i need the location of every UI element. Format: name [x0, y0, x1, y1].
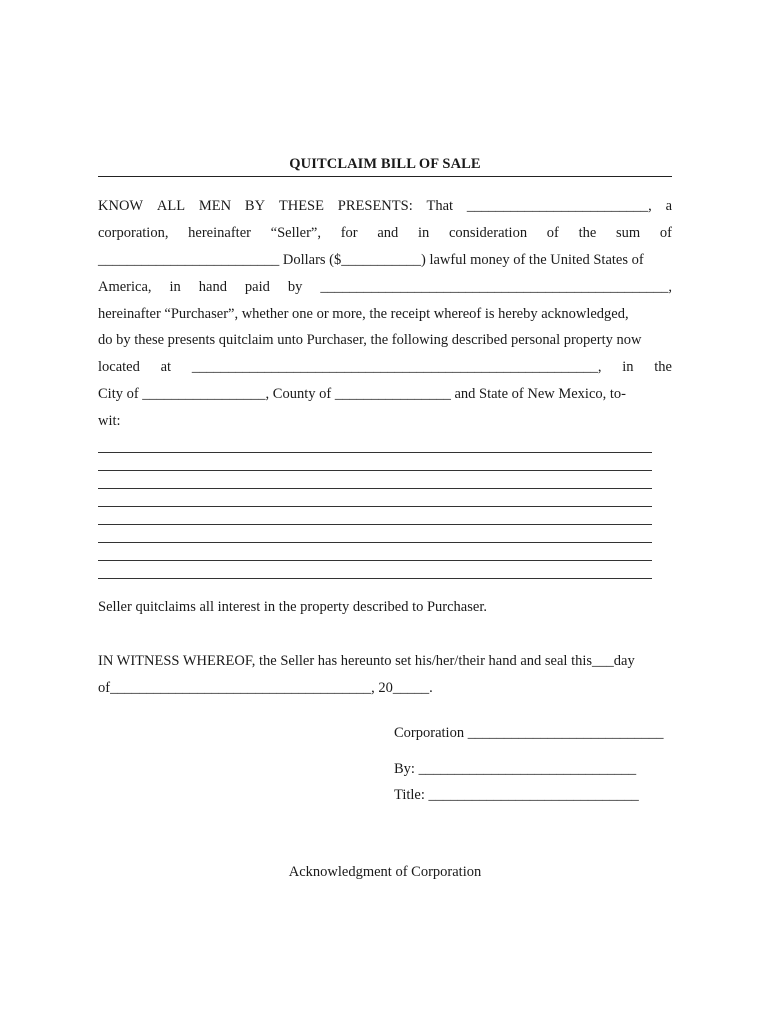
para1-line3-amount[interactable]: _________________________ Dollars ($___________) lawful money of the United States of	[98, 252, 644, 268]
property-description-line[interactable]	[98, 578, 652, 579]
corporation-signature-field[interactable]: Corporation ___________________________	[394, 725, 664, 741]
document-title: QUITCLAIM BILL OF SALE	[289, 156, 481, 172]
seller-name-blank[interactable]: _________________________,	[466, 198, 652, 214]
quitclaim-statement: Seller quitclaims all interest in the property described to Purchaser.	[98, 599, 487, 615]
property-description-line[interactable]	[98, 488, 652, 489]
para1-line8-city-county[interactable]: City of _________________, County of ________________ and State of New Mexico, to-	[98, 386, 626, 402]
witness-line2-date[interactable]: of____________________________________, 20_____.	[98, 680, 433, 696]
para1-line2: corporation, hereinafter “Seller”, for and in consideration of the sum of	[98, 225, 672, 241]
property-description-line[interactable]	[98, 542, 652, 543]
para1-line5: hereinafter “Purchaser”, whether one or more, the receipt whereof is hereby acknowledged,	[98, 306, 629, 322]
para1-line9: wit:	[98, 413, 121, 429]
title-rule	[98, 176, 672, 177]
property-description-line[interactable]	[98, 560, 652, 561]
property-description-line[interactable]	[98, 506, 652, 507]
para1-line7: located at ________________________________________________________, in the	[98, 359, 672, 375]
acknowledgment-heading: Acknowledgment of Corporation	[288, 864, 482, 880]
location-blank[interactable]: ________________________________________________________,	[191, 359, 602, 375]
purchaser-name-blank[interactable]: ________________________________________________,	[320, 279, 672, 295]
para1-line1: KNOW ALL MEN BY THESE PRESENTS: That _________________________, a	[98, 198, 672, 214]
by-signature-field[interactable]: By: ______________________________	[394, 761, 637, 777]
para1-line4: America, in hand paid by ________________________________________________,	[98, 279, 672, 295]
property-description-line[interactable]	[98, 524, 652, 525]
property-description-line[interactable]	[98, 470, 652, 471]
para1-line6: do by these presents quitclaim unto Purchaser, the following described personal property now	[98, 332, 642, 348]
property-description-line[interactable]	[98, 452, 652, 453]
title-signature-field[interactable]: Title: _____________________________	[394, 787, 639, 803]
witness-line1[interactable]: IN WITNESS WHEREOF, the Seller has hereunto set his/her/their hand and seal this___day	[98, 653, 635, 669]
